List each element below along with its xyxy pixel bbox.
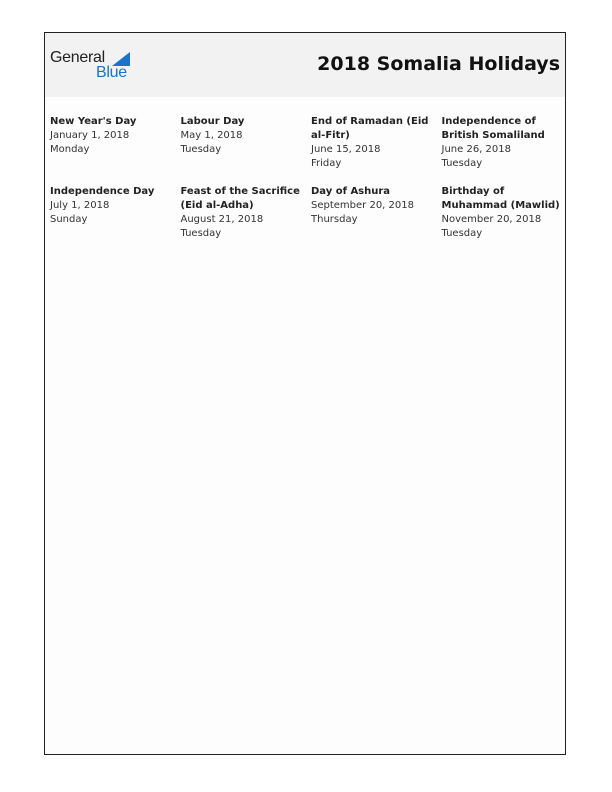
logo-text-general: General (50, 49, 105, 66)
holiday-item (311, 115, 442, 171)
holiday-weekday: Thursday (311, 214, 358, 225)
holiday-date: November 20, 2018 (441, 214, 542, 225)
holiday-date: September 20, 2018 (311, 200, 414, 211)
holiday-name: Independence Day (50, 186, 155, 197)
holiday-item (181, 115, 312, 171)
page-frame (44, 32, 566, 755)
holiday-date: May 1, 2018 (180, 130, 243, 141)
holiday-weekday: Tuesday (180, 144, 222, 155)
holiday-name: Day of Ashura (311, 186, 391, 197)
holiday-grid (50, 115, 570, 241)
holiday-name: Birthday of Muhammad (Mawlid) (441, 186, 560, 211)
holiday-item (311, 185, 442, 241)
holiday-name: Labour Day (180, 116, 245, 127)
holiday-weekday: Friday (311, 158, 342, 169)
holiday-date: January 1, 2018 (50, 130, 130, 141)
holiday-date: June 15, 2018 (311, 144, 381, 155)
holiday-name: Independence of British Somaliland (441, 116, 545, 141)
holiday-name: New Year's Day (50, 116, 137, 127)
holiday-date: June 26, 2018 (441, 144, 511, 155)
holiday-weekday: Monday (50, 144, 90, 155)
holiday-item (442, 185, 573, 241)
header-band (45, 33, 565, 97)
holiday-item (50, 115, 181, 171)
logo-text-blue: Blue (96, 64, 127, 81)
holiday-item (181, 185, 312, 241)
holiday-item (50, 185, 181, 241)
holiday-date: July 1, 2018 (50, 200, 110, 211)
holiday-weekday: Sunday (50, 214, 88, 225)
generalblue-logo (50, 49, 140, 83)
holiday-name: Feast of the Sacrifice (Eid al-Adha) (180, 186, 300, 211)
holiday-name: End of Ramadan (Eid al-Fitr) (311, 116, 429, 141)
holiday-item (442, 115, 573, 171)
holiday-weekday: Tuesday (441, 158, 483, 169)
page-title: 2018 Somalia Holidays (317, 53, 560, 75)
holiday-date: August 21, 2018 (180, 214, 264, 225)
holiday-weekday: Tuesday (180, 228, 222, 239)
holiday-weekday: Tuesday (441, 228, 483, 239)
